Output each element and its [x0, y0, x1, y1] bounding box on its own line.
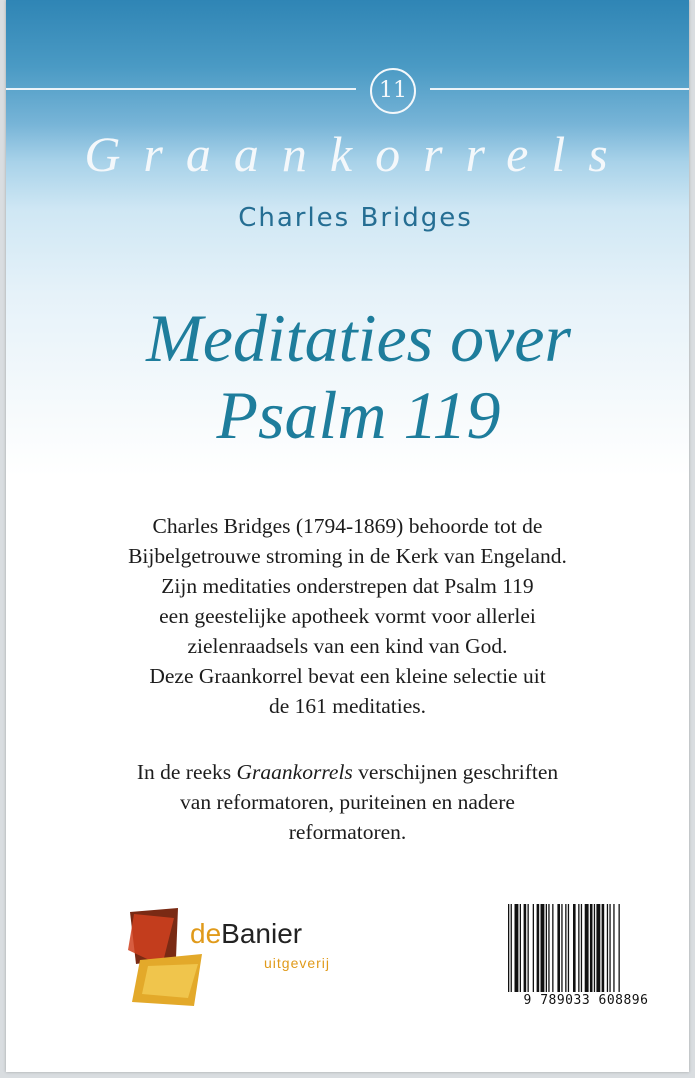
- description-line: Charles Bridges (1794-1869) behoorde tot de: [152, 514, 543, 538]
- isbn-digits: 9 789033 608896: [523, 993, 649, 1008]
- description-line: Zijn meditaties onderstrepen dat Psalm 119: [161, 574, 534, 598]
- series-title: Graankorrels: [84, 126, 631, 182]
- description-line: zielenraadsels van een kind van God.: [187, 634, 508, 658]
- book-title-line-1: Meditaties over: [146, 300, 571, 376]
- publisher-name: [190, 917, 302, 951]
- description-line: Bijbelgetrouwe stroming in de Kerk van Engeland.: [128, 544, 567, 568]
- series-rule-right: [430, 88, 689, 90]
- description-line: een geestelijke apotheek vormt voor allerlei: [159, 604, 536, 628]
- series-number-badge: 11: [370, 68, 416, 114]
- series-note-line-1: [6, 757, 689, 787]
- description-line: Deze Graankorrel bevat een kleine selectie uit: [149, 664, 546, 688]
- description-paragraph: [6, 511, 689, 721]
- book-back-cover: [6, 0, 689, 1072]
- publisher-subtitle: uitgeverij: [264, 955, 331, 971]
- series-note-paragraph: [6, 757, 689, 847]
- series-rule-left: [6, 88, 356, 90]
- series-note-line-2: van reformatoren, puriteinen en nadere: [180, 790, 515, 814]
- series-note-prefix: In de reeks: [136, 760, 237, 784]
- publisher-name-main: Banier: [221, 918, 303, 949]
- publisher-name-prefix: de: [190, 918, 222, 949]
- author-name: Charles Bridges: [238, 203, 473, 233]
- book-title-line-2: Psalm 119: [216, 377, 501, 453]
- isbn-barcode: [494, 900, 679, 1015]
- series-note-series-name: Graankorrels: [236, 760, 353, 784]
- barcode-bars: [508, 904, 668, 992]
- description-line: de 161 meditaties.: [268, 694, 427, 718]
- series-note-line-1-rest: verschijnen geschriften: [352, 760, 559, 784]
- series-note-line-3: reformatoren.: [288, 820, 407, 844]
